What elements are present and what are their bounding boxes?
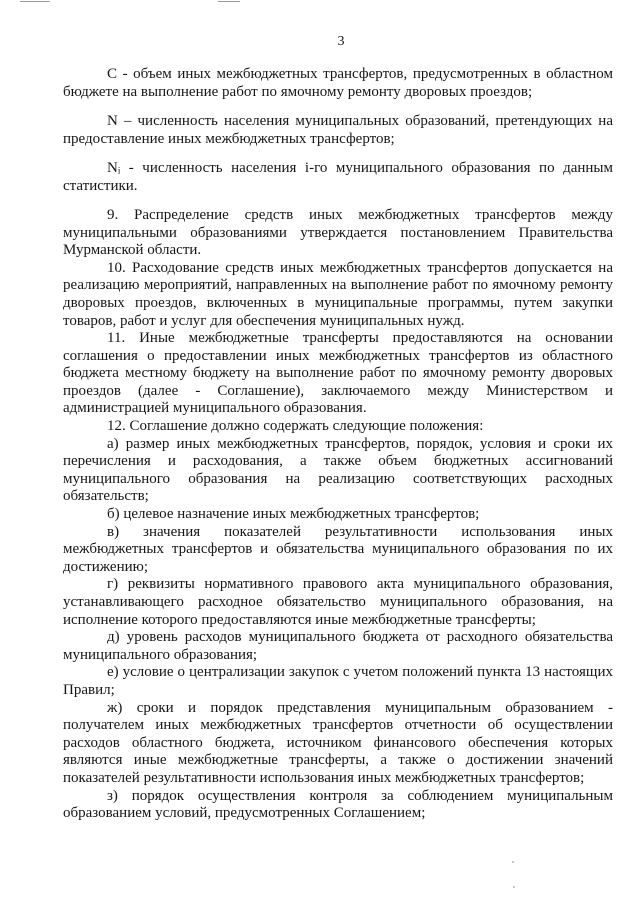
- text-line: д) уровень расходов муниципального бюджета от расходного обязательства: [107, 629, 613, 646]
- text-line: С - объем иных межбюджетных трансфертов, предусмотренных в областном: [107, 66, 613, 82]
- text-line: расходов областного бюджета, источником финансового обеспечения которых: [63, 734, 613, 751]
- paragraph: [63, 436, 613, 506]
- text-line: Мурманской области.: [63, 242, 202, 259]
- page-number: 3: [337, 34, 345, 49]
- text-line: муниципальными образованиями утверждается постановлением Правительства: [63, 224, 613, 241]
- text-line: обязательств;: [63, 488, 149, 505]
- text-line: муниципального образования на реализацию соответствующих расходных: [63, 470, 613, 487]
- paragraph: [63, 788, 613, 823]
- document-body: [63, 66, 613, 823]
- text-line: исполнение которого предоставляются иные межбюджетные трансферты;: [63, 611, 536, 628]
- paragraph: [63, 113, 613, 148]
- scan-artifact: [218, 1, 240, 2]
- paragraph: [63, 524, 613, 577]
- text-line: устанавливающего расходное обязательство муниципального образования, на: [63, 594, 613, 611]
- paragraph: [63, 629, 613, 664]
- paragraph: [63, 160, 613, 195]
- paragraph: [63, 330, 613, 418]
- paragraph: [63, 664, 613, 699]
- text-line: межбюджетных трансфертов и обязательства муниципального образования по их: [63, 541, 613, 558]
- text-line: ж) сроки и порядок представления муниципальным образованием -: [107, 699, 613, 716]
- text-line: проездов (далее - Соглашение), заключаемого между Министерством и: [63, 382, 613, 399]
- text-line: бюджете на выполнение работ по ямочному ремонту дворовых проездов;: [63, 83, 533, 100]
- text-line: достижению;: [63, 558, 148, 575]
- text-line: являются иные межбюджетные трансферты, а также о достижении значений: [63, 752, 613, 769]
- text-line: дворовых проездов, включенных в муниципальные программы, путем закупки: [63, 294, 613, 311]
- text-line: 11. Иные межбюджетные трансферты предоставляются на основании: [107, 330, 613, 347]
- paragraph: [63, 418, 613, 436]
- text-line: Nᵢ - численность населения i-го муниципального образования по данным: [107, 159, 613, 176]
- text-line: а) размер иных межбюджетных трансфертов, порядок, условия и сроки их: [107, 435, 613, 452]
- text-line: администрацией муниципального образования.: [63, 400, 367, 417]
- scan-artifact: [20, 1, 50, 2]
- paragraph: [63, 66, 613, 101]
- text-line: показателей результативности использования иных межбюджетных трансфертов;: [63, 769, 585, 786]
- text-line: образованием условий, предусмотренных Соглашением;: [63, 805, 426, 822]
- text-line: предоставление иных межбюджетных трансфертов;: [63, 130, 395, 147]
- text-line: бюджета местному бюджету на выполнение работ по ямочному ремонту дворовых: [63, 365, 613, 382]
- text-line: 12. Соглашение должно содержать следующие положения:: [107, 418, 484, 435]
- text-line: соглашения о предоставлении иных межбюджетных трансфертов из областного: [63, 347, 613, 364]
- text-line: е) условие о централизации закупок с учетом положений пункта 13 настоящих: [107, 664, 613, 681]
- text-line: 10. Расходование средств иных межбюджетных трансфертов допускается на: [107, 259, 613, 276]
- text-line: б) целевое назначение иных межбюджетных трансфертов;: [107, 506, 480, 523]
- text-line: в) значения показателей результативности использования иных: [107, 523, 613, 540]
- text-line: перечисления и расходования, а также объем бюджетных ассигнований: [63, 453, 613, 470]
- text-line: N – численность населения муниципальных образований, претендующих на: [107, 112, 613, 129]
- paragraph: [63, 260, 613, 330]
- text-line: муниципального образования;: [63, 646, 258, 663]
- paragraph: [63, 506, 613, 524]
- paragraph: [63, 576, 613, 629]
- scan-artifact: [512, 861, 514, 863]
- text-line: з) порядок осуществления контроля за соблюдением муниципальным: [107, 787, 613, 804]
- text-line: статистики.: [63, 177, 138, 194]
- text-line: Правил;: [63, 681, 115, 698]
- text-line: реализацию мероприятий, направленных на выполнение работ по ямочному ремонту: [63, 277, 613, 294]
- text-line: 9. Распределение средств иных межбюджетных трансфертов между: [107, 206, 613, 223]
- paragraph: [63, 700, 613, 788]
- text-line: г) реквизиты нормативного правового акта муниципального образования,: [107, 576, 613, 593]
- scan-artifact: [513, 886, 515, 888]
- paragraph: [63, 207, 613, 260]
- text-line: товаров, работ и услуг для обеспечения муниципальных нужд.: [63, 312, 465, 329]
- text-line: получателем иных межбюджетных трансфертов отчетности об осуществлении: [63, 717, 613, 734]
